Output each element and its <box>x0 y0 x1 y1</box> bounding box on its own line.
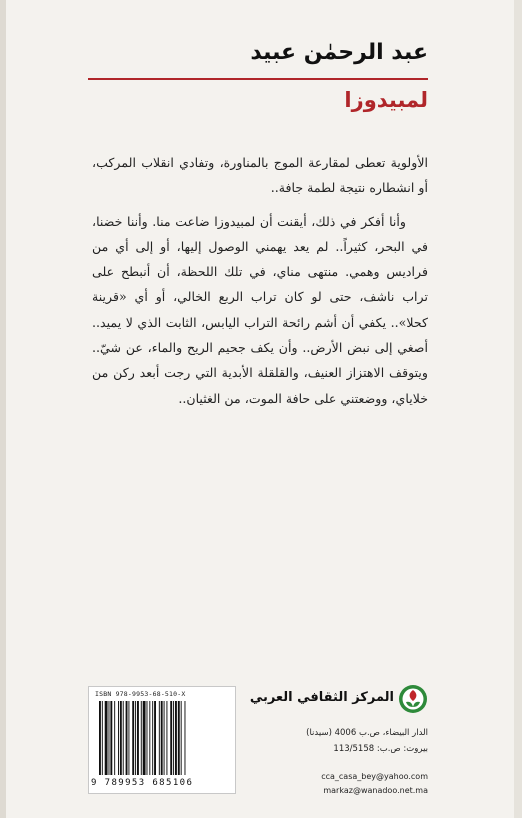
barcode-bar <box>132 701 134 775</box>
barcode-bar <box>161 701 163 775</box>
barcode-bar <box>181 701 182 775</box>
right-page-edge <box>514 0 522 818</box>
barcode-bar <box>110 701 112 775</box>
barcode-bar <box>152 701 153 775</box>
barcode-bar <box>109 701 110 775</box>
barcode-bar <box>126 701 128 775</box>
barcode-bar <box>175 701 177 775</box>
barcode-icon <box>99 701 227 775</box>
barcode-bar <box>123 701 124 775</box>
barcode-bar <box>170 701 172 775</box>
barcode-bar <box>143 701 146 775</box>
publisher-email-2: markaz@wanadoo.net.ma <box>323 786 428 795</box>
barcode-bar <box>135 701 136 775</box>
barcode-bar <box>141 701 142 775</box>
barcode-bar <box>147 701 148 775</box>
barcode-bar <box>173 701 174 775</box>
isbn-text: ISBN 978-9953-68-510-X <box>95 690 186 698</box>
publisher-name: المركز الثقافي العربي <box>249 690 394 705</box>
title-divider <box>88 78 428 80</box>
barcode-bar <box>105 701 108 775</box>
barcode-bar <box>154 701 156 775</box>
publisher-address-casablanca: الدار البيضاء، ص.ب 4006 (سيدنا) <box>306 728 428 738</box>
blurb-paragraph-1: الأولوية تعطى لمقارعة الموج بالمناورة، وتفادي انقلاب المركب، أو انشطاره نتيجة لطمة جافة.. <box>92 155 428 196</box>
blurb-paragraph-2: وأنا أفكر في ذلك، أيقنت أن لمبيدوزا ضاعت منا. وأننا خضنا، في البحر، كثيراً.. لم يعد يهمني الوصول إليها، أو إلى أي من فراديس وهمي. منتهى مناي، في تلك اللحظة، أن أنبطح على تراب ناشف، حتى لو كان تراب الربع الخالي، أو أي «قرينة كحلا».. يكفي أن أشم رائحة التراب اليابس، الثابت الذي لا يميد.. أصغي إلى نبض الأرض.. وأن يكف جحيم الريح والماء، عن شيّ.. ويتوقف الاهتزاز العنيف، والقلقلة الأبدية التي رجت أبعد ركن من خلاياي، ووضعتني على حافة الموت، من الغثيان.. <box>92 213 428 406</box>
publisher-email-1: cca_casa_bey@yahoo.com <box>321 772 428 781</box>
barcode-bar <box>99 701 101 775</box>
barcode-bar <box>166 701 167 775</box>
publisher-logo-icon <box>398 684 428 714</box>
barcode-bar <box>118 701 119 775</box>
barcode-bar <box>185 701 186 775</box>
barcode-bar <box>102 701 103 775</box>
barcode-bar <box>128 701 129 775</box>
barcode-label <box>88 686 236 794</box>
barcode-bar <box>120 701 122 775</box>
barcode-number: 9 789953 685106 <box>91 778 194 788</box>
left-page-edge <box>0 0 6 818</box>
barcode-bar <box>137 701 139 775</box>
barcode-bar <box>114 701 115 775</box>
back-cover-blurb <box>92 150 428 419</box>
author-name: عبد الرحمٰن عبيد <box>250 40 428 65</box>
barcode-bar <box>159 701 160 775</box>
barcode-bar <box>164 701 165 775</box>
book-title: لمبيدوزا <box>344 88 428 112</box>
publisher-address-beirut: بيروت: ص.ب: 113/5158 <box>333 744 428 754</box>
barcode-bar <box>178 701 180 775</box>
barcode-bar <box>149 701 150 775</box>
